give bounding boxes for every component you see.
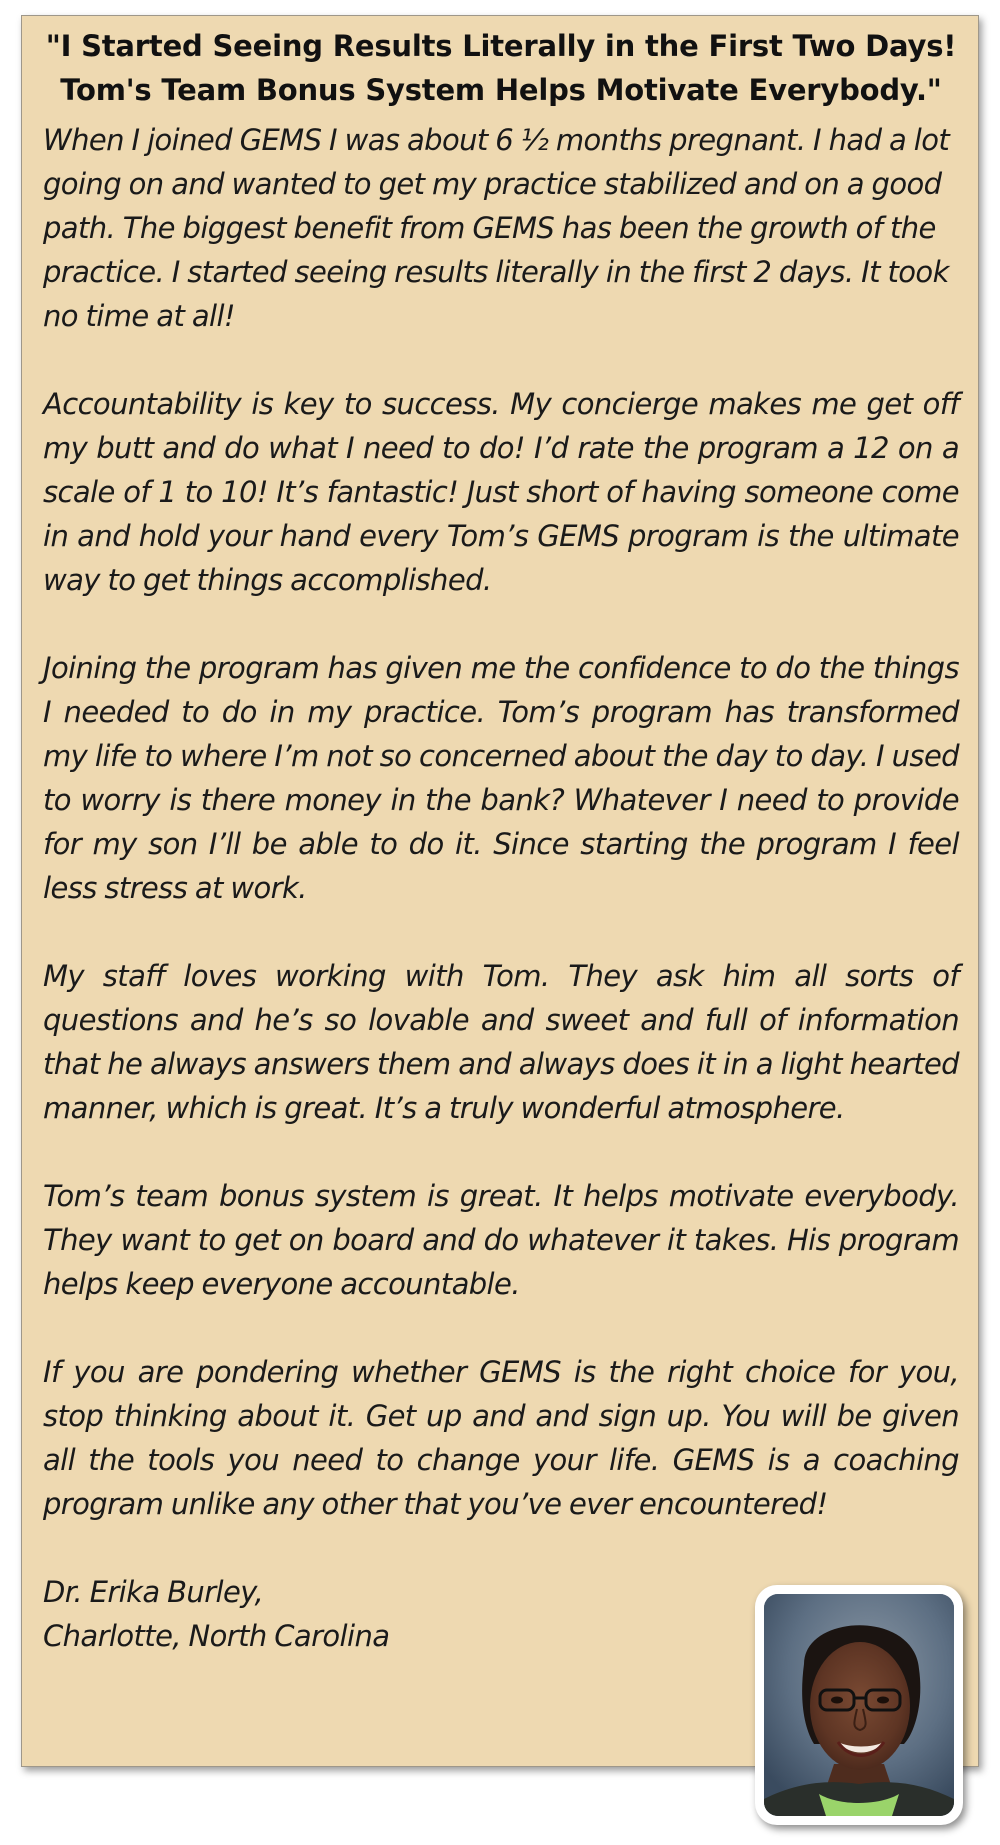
paragraph-4: My staff loves working with Tom. They ask him all sorts of questions and he’s so lovable and sweet and full of information that he always answers them and always does it in a light hearted manner, which is great. It’s a truly wonderful atmosphere. (43, 959, 959, 1125)
signature-name: Dr. Erika Burley, (43, 1575, 264, 1609)
testimonial-card (21, 15, 979, 1767)
testimonial-body (43, 118, 959, 1658)
portrait-photo-icon (764, 1594, 954, 1816)
headline-line-2: Tom's Team Bonus System Helps Motivate Everybody." (60, 73, 942, 107)
testimonial-headline (22, 24, 980, 112)
portrait-photo (764, 1594, 954, 1816)
signature-location: Charlotte, North Carolina (43, 1619, 390, 1653)
paragraph-5: Tom’s team bonus system is great. It helps motivate everybody. They want to get on board and do whatever it takes. His program helps keep everyone accountable. (43, 1179, 959, 1301)
portrait-photo-frame (755, 1585, 963, 1825)
paragraph-1: When I joined GEMS I was about 6 ½ months pregnant. I had a lot going on and wanted to get my practice stabilized and on a good path. The biggest benefit from GEMS has been the growth of the practice. I started seeing results literally in the first 2 days. It took no time at all! (43, 123, 950, 333)
paragraph-2: Accountability is key to success. My concierge makes me get off my butt and do what I need to do! I’d rate the program a 12 on a scale of 1 to 10! It’s fantastic! Just short of having someone come in and hold your hand every Tom’s GEMS program is the ultimate way to get things accomplished. (43, 387, 959, 597)
paragraph-3: Joining the program has given me the confidence to do the things I needed to do in my practice. Tom’s program has transformed my life to where I’m not so concerned about the day to day. I used to worry is there money in the bank? Whatever I need to provide for my son I’ll be able to do it. Since starting the program I feel less stress at work. (43, 651, 959, 905)
headline-line-1: "I Started Seeing Results Literally in the First Two Days! (45, 29, 957, 63)
paragraph-6: If you are pondering whether GEMS is the right choice for you, stop thinking about it. Get up and and sign up. You will be given all the tools you need to change your life. GEMS is a coaching program unlike any other that you’ve ever encountered! (43, 1355, 959, 1521)
